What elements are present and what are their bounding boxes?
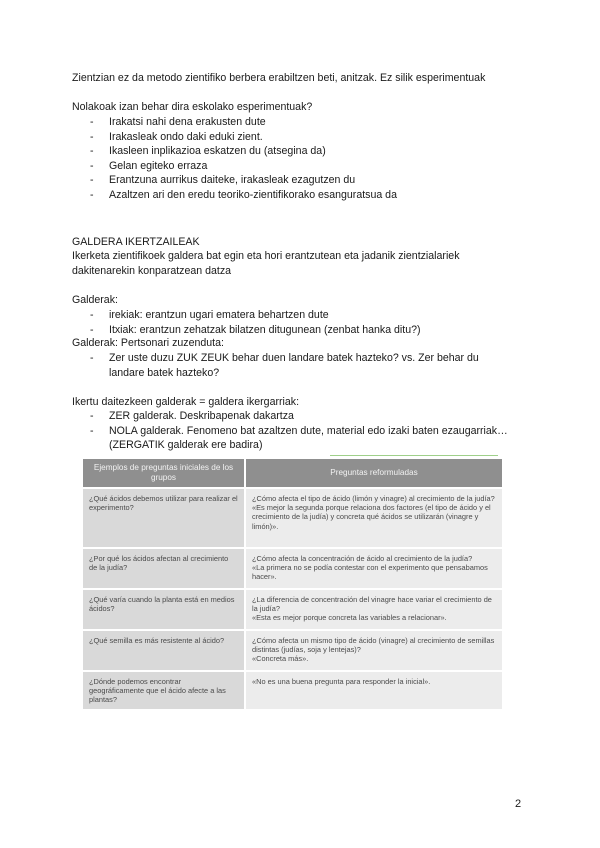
- section-title: GALDERA IKERTZAILEAK: [72, 236, 200, 248]
- list-item: - NOLA galderak. Fenomeno bat azaltzen dute, material edo izaki baten ezaugarriak… (ZERGATIK galderak ere badira): [90, 424, 508, 452]
- dash: -: [90, 424, 94, 437]
- dash: -: [90, 130, 94, 143]
- school-list: [90, 115, 530, 203]
- decorative-rule: [330, 455, 498, 456]
- questions-table: [83, 459, 502, 709]
- page-number: 2: [515, 798, 522, 810]
- table-row: [83, 488, 502, 548]
- dash: -: [90, 159, 94, 172]
- initial-question: ¿Qué semilla es más resistente al ácido?: [83, 630, 245, 671]
- galderak-label: Galderak:: [72, 294, 118, 306]
- galderak-list: [90, 308, 530, 337]
- intro-line: Zientzian ez da metodo zientifiko berbera erabiltzen beti, anitzak. Ez silik esperimentuak: [72, 72, 486, 84]
- initial-question: ¿Dónde podemos encontrar geográficamente que el ácido afecte a las plantas?: [83, 671, 245, 709]
- table-header-reformulated: Preguntas reformuladas: [245, 459, 502, 488]
- list-item: - Zer uste duzu ZUK ZEUK behar duen landare batek hazteko? vs. Zer behar du landare batek hazteko?: [90, 352, 479, 379]
- dash: -: [90, 352, 94, 364]
- table-header-initial: Ejemplos de preguntas iniciales de los grupos: [83, 459, 245, 488]
- researchable-label: Ikertu daitezkeen galderak = galdera ikergarriak:: [72, 396, 300, 408]
- dash: -: [90, 145, 94, 158]
- list-item: - Itxiak: erantzun zehatzak bilatzen ditugunean (zenbat hanka ditu?): [90, 323, 421, 336]
- reformulated-question: ¿Cómo afecta un mismo tipo de ácido (vinagre) al crecimiento de semillas distintas (judías, soja y lentejas)? «Concreta más».: [245, 630, 502, 671]
- reformulated-question: «No es una buena pregunta para responder la inicial».: [245, 671, 502, 709]
- list-item: - Gelan egiteko erraza: [90, 159, 208, 172]
- initial-question: ¿Qué ácidos debemos utilizar para realizar el experimento?: [83, 488, 245, 548]
- personal-list: [90, 351, 510, 380]
- reformulated-question: ¿Cómo afecta el tipo de ácido (limón y vinagre) al crecimiento de la judía? «Es mejor la segunda porque relaciona dos factores (el tipo de ácido y el crecimiento de la judía) y concreta qué ácidos se utilizarán (vinagre y limón)».: [245, 488, 502, 548]
- researchable-list: [90, 409, 535, 453]
- reformulated-question: ¿La diferencia de concentración del vinagre hace variar el crecimiento de la judía? «Esta es mejor porque concreta las variables a relacionar».: [245, 589, 502, 630]
- reformulated-question: ¿Cómo afecta la concentración de ácido al crecimiento de la judía? «La primera no se podía contestar con el experimento que pensabamos hacer».: [245, 548, 502, 589]
- table-row: [83, 548, 502, 589]
- dash: -: [90, 309, 94, 321]
- section-paragraph: Ikerketa zientifikoek galdera bat egin eta hori erantzutean eta jadanik zientzialariek dakitenarekin konparatzean datza: [72, 250, 460, 277]
- list-item: - Azaltzen ari den eredu teoriko-zientifikorako esanguratsua da: [90, 188, 397, 201]
- initial-question: ¿Por qué los ácidos afectan al crecimiento de la judía?: [83, 548, 245, 589]
- dash: -: [90, 188, 94, 201]
- dash: -: [90, 116, 94, 128]
- dash: -: [90, 174, 94, 187]
- table-row: [83, 671, 502, 709]
- list-item: - Irakatsi nahi dena erakusten dute: [90, 116, 266, 128]
- personal-label: Galderak: Pertsonari zuzenduta:: [72, 337, 224, 349]
- initial-question: ¿Qué varía cuando la planta está en medios ácidos?: [83, 589, 245, 630]
- dash: -: [90, 410, 94, 422]
- list-item: - Irakasleak ondo daki eduki zient.: [90, 130, 263, 143]
- school-question: Nolakoak izan behar dira eskolako esperimentuak?: [72, 101, 313, 113]
- dash: -: [90, 323, 94, 336]
- list-item: - ZER galderak. Deskribapenak dakartza: [90, 410, 294, 422]
- questions-table-image: [83, 459, 502, 709]
- table-row: [83, 589, 502, 630]
- list-item: - Ikasleen inplikazioa eskatzen du (atsegina da): [90, 145, 326, 158]
- table-row: [83, 630, 502, 671]
- list-item: - Erantzuna aurrikus daiteke, irakasleak ezagutzen du: [90, 174, 356, 187]
- list-item: - irekiak: erantzun ugari ematera behartzen dute: [90, 309, 329, 321]
